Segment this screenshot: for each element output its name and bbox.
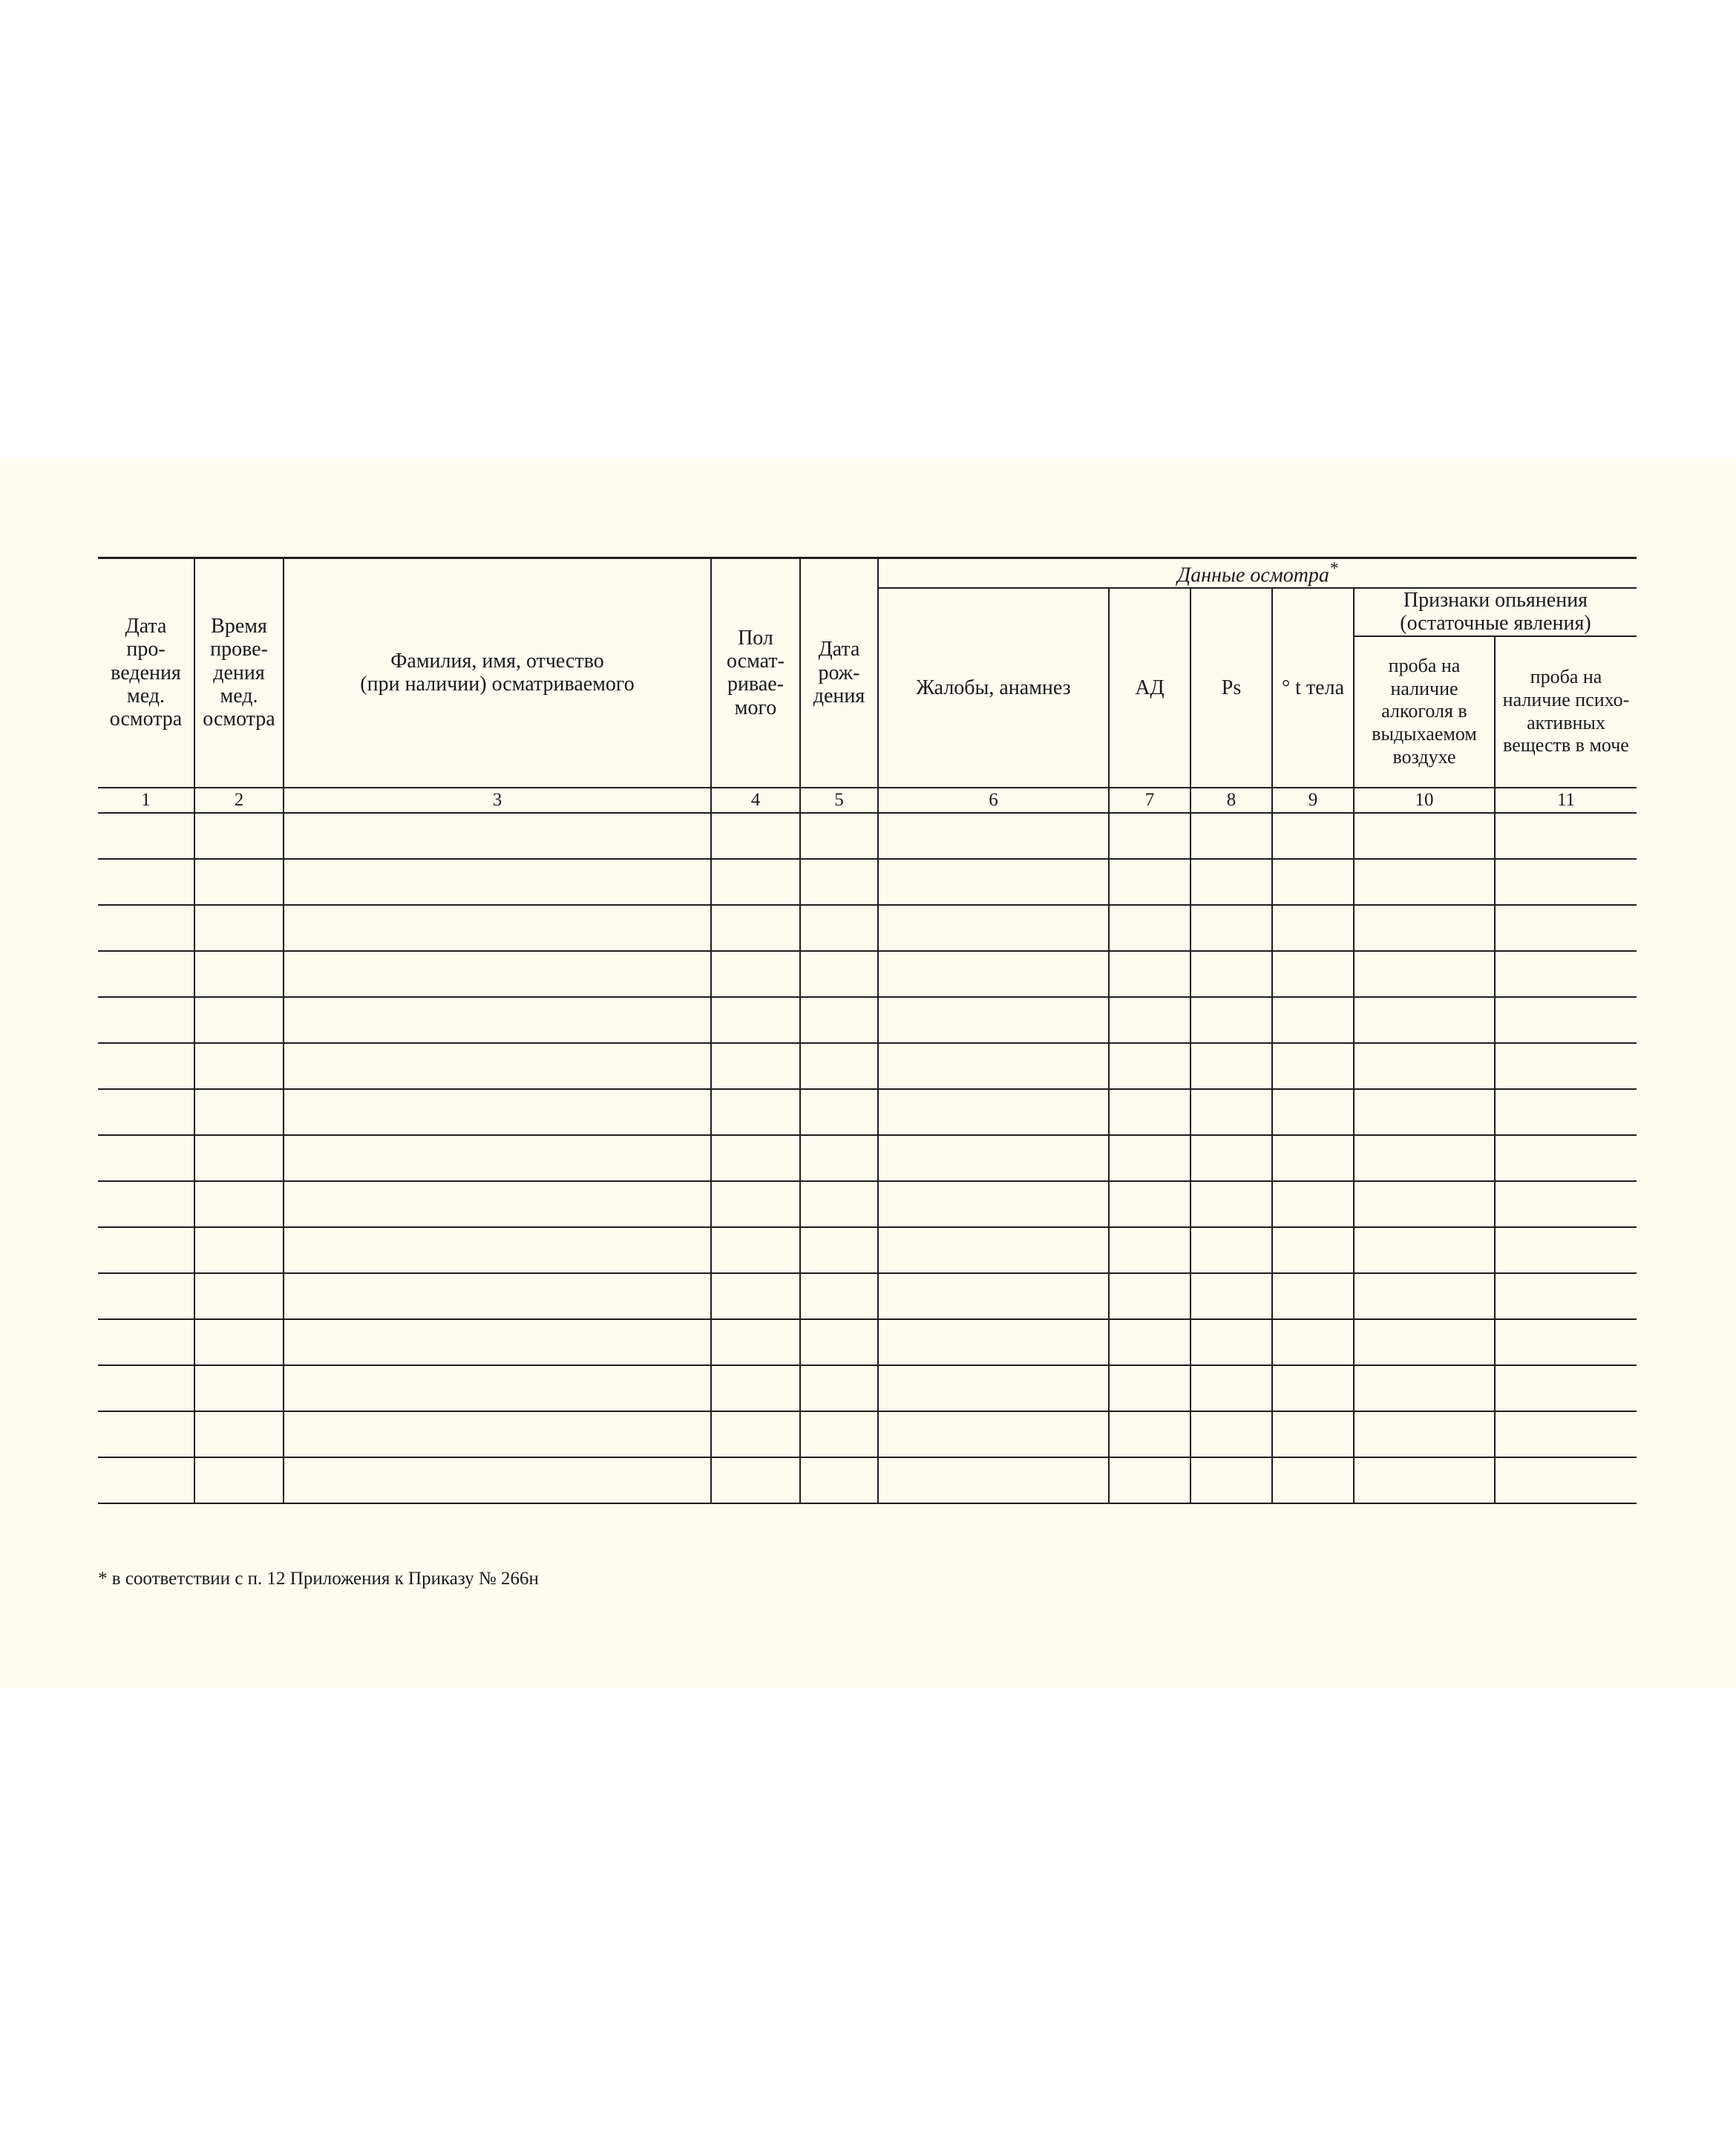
table-cell[interactable] bbox=[800, 951, 878, 997]
table-cell[interactable] bbox=[711, 1227, 800, 1273]
table-cell[interactable] bbox=[1109, 1273, 1190, 1319]
table-cell[interactable] bbox=[284, 1181, 711, 1227]
table-cell[interactable] bbox=[194, 1411, 284, 1457]
column-number: 7 bbox=[1109, 788, 1190, 813]
table-cell[interactable] bbox=[284, 1457, 711, 1503]
header-line: ° t тела bbox=[1281, 676, 1345, 699]
table-cell[interactable] bbox=[1109, 905, 1190, 951]
table-cell[interactable] bbox=[284, 1227, 711, 1273]
table-cell[interactable] bbox=[1272, 813, 1354, 859]
table-cell[interactable] bbox=[1109, 1043, 1190, 1089]
table-cell[interactable] bbox=[878, 859, 1109, 905]
header-urine-drug-test bbox=[1495, 636, 1637, 788]
table-cell[interactable] bbox=[98, 1319, 194, 1365]
table-cell[interactable] bbox=[1190, 1227, 1272, 1273]
table-cell[interactable] bbox=[1190, 1319, 1272, 1365]
table-cell[interactable] bbox=[800, 1457, 878, 1503]
table-cell[interactable] bbox=[1272, 951, 1354, 997]
table-cell[interactable] bbox=[98, 1043, 194, 1089]
table-cell[interactable] bbox=[194, 1135, 284, 1181]
table-cell[interactable] bbox=[98, 905, 194, 951]
table-cell[interactable] bbox=[194, 905, 284, 951]
column-number: 6 bbox=[878, 788, 1109, 813]
table-cell[interactable] bbox=[1495, 1181, 1637, 1227]
table-cell[interactable] bbox=[878, 1411, 1109, 1457]
table-cell[interactable] bbox=[1109, 997, 1190, 1043]
header-line: Время bbox=[211, 614, 267, 638]
table-cell[interactable] bbox=[1495, 1457, 1637, 1503]
table-row bbox=[98, 813, 1637, 859]
table-row bbox=[98, 1135, 1637, 1181]
table-cell[interactable] bbox=[711, 813, 800, 859]
header-birth-date bbox=[800, 558, 878, 788]
header-intoxication-group bbox=[1354, 588, 1637, 636]
table-cell[interactable] bbox=[194, 1273, 284, 1319]
table-cell[interactable] bbox=[1354, 1319, 1495, 1365]
column-number: 3 bbox=[284, 788, 711, 813]
header-line: мед. bbox=[220, 684, 258, 708]
header-line: мед. bbox=[126, 684, 166, 708]
table-cell[interactable] bbox=[1272, 859, 1354, 905]
table-cell[interactable] bbox=[711, 1181, 800, 1227]
header-line: Пол bbox=[738, 626, 773, 650]
table-cell[interactable] bbox=[1272, 1273, 1354, 1319]
table-row bbox=[98, 905, 1637, 951]
table-cell[interactable] bbox=[711, 1043, 800, 1089]
table-row bbox=[98, 1457, 1637, 1503]
table-cell[interactable] bbox=[1354, 1181, 1495, 1227]
table-cell[interactable] bbox=[711, 1457, 800, 1503]
table-cell[interactable] bbox=[1495, 1365, 1637, 1411]
header-exam-data-group bbox=[878, 558, 1637, 589]
table-cell[interactable] bbox=[1109, 1411, 1190, 1457]
table-cell[interactable] bbox=[284, 905, 711, 951]
header-line: осмотра bbox=[203, 707, 275, 731]
table-cell[interactable] bbox=[1190, 1043, 1272, 1089]
table-cell[interactable] bbox=[1190, 1135, 1272, 1181]
table-cell[interactable] bbox=[878, 997, 1109, 1043]
table-cell[interactable] bbox=[1354, 1365, 1495, 1411]
table-row bbox=[98, 1319, 1637, 1365]
table-cell[interactable] bbox=[194, 997, 284, 1043]
table-cell[interactable] bbox=[878, 813, 1109, 859]
table-cell[interactable] bbox=[1354, 905, 1495, 951]
table-cell[interactable] bbox=[800, 1365, 878, 1411]
table-cell[interactable] bbox=[194, 813, 284, 859]
table-cell[interactable] bbox=[1495, 859, 1637, 905]
table-cell[interactable] bbox=[1495, 1227, 1637, 1273]
column-number: 4 bbox=[711, 788, 800, 813]
header-line: (при наличии) осматриваемого bbox=[360, 673, 635, 696]
column-number: 2 bbox=[194, 788, 284, 813]
table-cell[interactable] bbox=[194, 1457, 284, 1503]
header-body-temperature bbox=[1272, 588, 1354, 788]
header-line: мого bbox=[734, 696, 777, 719]
header-line: воздухе bbox=[1392, 745, 1456, 768]
table-cell[interactable] bbox=[711, 997, 800, 1043]
table-cell[interactable] bbox=[800, 1043, 878, 1089]
table-cell[interactable] bbox=[284, 1365, 711, 1411]
intoxication-title: Признаки опьянения bbox=[1403, 589, 1588, 612]
table-cell[interactable] bbox=[194, 951, 284, 997]
table-cell[interactable] bbox=[1272, 905, 1354, 951]
table-row bbox=[98, 951, 1637, 997]
table-cell[interactable] bbox=[284, 1319, 711, 1365]
column-number: 9 bbox=[1272, 788, 1354, 813]
header-exam-time bbox=[194, 558, 284, 788]
header-line: Ps bbox=[1221, 676, 1242, 699]
table-cell[interactable] bbox=[1272, 1319, 1354, 1365]
column-number: 11 bbox=[1495, 788, 1637, 813]
table-cell[interactable] bbox=[284, 1089, 711, 1135]
table-cell[interactable] bbox=[1495, 1273, 1637, 1319]
table-cell[interactable] bbox=[800, 1089, 878, 1135]
table-cell[interactable] bbox=[194, 1365, 284, 1411]
table-cell[interactable] bbox=[1190, 1457, 1272, 1503]
table-cell[interactable] bbox=[1190, 1365, 1272, 1411]
table-cell[interactable] bbox=[1190, 813, 1272, 859]
table-cell[interactable] bbox=[800, 905, 878, 951]
footnote: * в соответствии с п. 12 Приложения к Приказу № 266н bbox=[98, 1569, 539, 1589]
table-cell[interactable] bbox=[1354, 1227, 1495, 1273]
table-cell[interactable] bbox=[284, 813, 711, 859]
table-cell[interactable] bbox=[194, 1319, 284, 1365]
table-cell[interactable] bbox=[98, 813, 194, 859]
table-cell[interactable] bbox=[284, 1135, 711, 1181]
table-cell[interactable] bbox=[878, 1273, 1109, 1319]
header-alcohol-breath-test bbox=[1354, 636, 1495, 788]
table-cell[interactable] bbox=[878, 1043, 1109, 1089]
table-cell[interactable] bbox=[711, 859, 800, 905]
header-line: дения bbox=[813, 684, 865, 708]
table-cell[interactable] bbox=[711, 905, 800, 951]
header-line: прове- bbox=[210, 638, 268, 661]
header-full-name bbox=[284, 558, 711, 788]
table-cell[interactable] bbox=[1190, 1411, 1272, 1457]
table-cell[interactable] bbox=[1495, 951, 1637, 997]
header-line: Дата bbox=[125, 614, 167, 638]
table-cell[interactable] bbox=[800, 1273, 878, 1319]
table-cell[interactable] bbox=[711, 1411, 800, 1457]
table-cell[interactable] bbox=[194, 859, 284, 905]
table-row bbox=[98, 1089, 1637, 1135]
table-row bbox=[98, 1043, 1637, 1089]
table-row bbox=[98, 1411, 1637, 1457]
table-cell[interactable] bbox=[1354, 1273, 1495, 1319]
header-line: проба на bbox=[1388, 655, 1461, 677]
table-cell[interactable] bbox=[1190, 1273, 1272, 1319]
table-row bbox=[98, 1273, 1637, 1319]
table-cell[interactable] bbox=[711, 1365, 800, 1411]
table-cell[interactable] bbox=[1272, 1227, 1354, 1273]
intoxication-subtitle: (остаточные явления) bbox=[1400, 612, 1591, 635]
header-line: Фамилия, имя, отчество bbox=[390, 650, 604, 673]
table-cell[interactable] bbox=[878, 1365, 1109, 1411]
header-line: ривае- bbox=[727, 673, 784, 696]
table-cell[interactable] bbox=[1272, 997, 1354, 1043]
table-row bbox=[98, 1365, 1637, 1411]
table-cell[interactable] bbox=[1495, 1043, 1637, 1089]
table-cell[interactable] bbox=[1354, 1089, 1495, 1135]
table-cell[interactable] bbox=[1495, 1319, 1637, 1365]
header-line: осмат- bbox=[727, 650, 785, 673]
table-cell[interactable] bbox=[1495, 1089, 1637, 1135]
table-cell[interactable] bbox=[98, 1273, 194, 1319]
header-line: веществ в моче bbox=[1503, 734, 1629, 756]
table-cell[interactable] bbox=[1495, 905, 1637, 951]
table-cell[interactable] bbox=[1190, 997, 1272, 1043]
header-line: проба на bbox=[1530, 666, 1602, 688]
column-number: 5 bbox=[800, 788, 878, 813]
header-line: Жалобы, анамнез bbox=[916, 676, 1071, 699]
header-line: АД bbox=[1135, 676, 1165, 699]
table-cell[interactable] bbox=[1109, 1135, 1190, 1181]
table-cell[interactable] bbox=[711, 951, 800, 997]
table-cell[interactable] bbox=[1190, 1089, 1272, 1135]
table-cell[interactable] bbox=[1109, 1227, 1190, 1273]
header-line: дения bbox=[213, 661, 265, 684]
table-cell[interactable] bbox=[1354, 859, 1495, 905]
table-cell[interactable] bbox=[1272, 1089, 1354, 1135]
table-cell[interactable] bbox=[194, 1227, 284, 1273]
table-cell[interactable] bbox=[1354, 1411, 1495, 1457]
header-line: активных bbox=[1527, 711, 1605, 733]
header-pulse bbox=[1190, 588, 1272, 788]
header-complaints bbox=[878, 588, 1109, 788]
exam-data-title: Данные осмотра bbox=[1177, 563, 1329, 587]
table-cell[interactable] bbox=[878, 905, 1109, 951]
table-cell[interactable] bbox=[98, 1089, 194, 1135]
table-row bbox=[98, 1181, 1637, 1227]
table-cell[interactable] bbox=[1109, 1365, 1190, 1411]
table-cell[interactable] bbox=[284, 859, 711, 905]
table-cell[interactable] bbox=[800, 1135, 878, 1181]
table-cell[interactable] bbox=[1109, 1457, 1190, 1503]
table-cell[interactable] bbox=[800, 859, 878, 905]
table-cell[interactable] bbox=[1495, 1411, 1637, 1457]
table-cell[interactable] bbox=[1354, 1457, 1495, 1503]
header-line: наличие психо- bbox=[1502, 689, 1630, 711]
table-cell[interactable] bbox=[284, 1273, 711, 1319]
table-cell[interactable] bbox=[98, 1227, 194, 1273]
table-cell[interactable] bbox=[1354, 951, 1495, 997]
header-line: выдыхаемом bbox=[1372, 723, 1477, 745]
table-cell[interactable] bbox=[711, 1319, 800, 1365]
table-cell[interactable] bbox=[878, 1457, 1109, 1503]
table-cell[interactable] bbox=[878, 1089, 1109, 1135]
table-cell[interactable] bbox=[1109, 1089, 1190, 1135]
table-cell[interactable] bbox=[800, 1227, 878, 1273]
table-cell[interactable] bbox=[1190, 1181, 1272, 1227]
table-cell[interactable] bbox=[1109, 951, 1190, 997]
table-cell[interactable] bbox=[98, 1411, 194, 1457]
table-cell[interactable] bbox=[878, 951, 1109, 997]
table-cell[interactable] bbox=[711, 1089, 800, 1135]
header-blood-pressure bbox=[1109, 588, 1190, 788]
table-cell[interactable] bbox=[1495, 1135, 1637, 1181]
table-cell[interactable] bbox=[1272, 1181, 1354, 1227]
table-cell[interactable] bbox=[1354, 1135, 1495, 1181]
table-cell[interactable] bbox=[800, 1319, 878, 1365]
table-cell[interactable] bbox=[98, 951, 194, 997]
table-cell[interactable] bbox=[800, 997, 878, 1043]
table-cell[interactable] bbox=[284, 1411, 711, 1457]
table-cell[interactable] bbox=[194, 1043, 284, 1089]
column-number: 10 bbox=[1354, 788, 1495, 813]
table-cell[interactable] bbox=[1354, 813, 1495, 859]
header-line: Дата bbox=[818, 638, 860, 661]
header-exam-date bbox=[98, 558, 194, 788]
table-cell[interactable] bbox=[878, 1181, 1109, 1227]
table-cell[interactable] bbox=[1354, 1043, 1495, 1089]
table-cell[interactable] bbox=[98, 997, 194, 1043]
table-cell[interactable] bbox=[1109, 1181, 1190, 1227]
header-line: алкоголя в bbox=[1381, 700, 1467, 722]
table-cell[interactable] bbox=[98, 859, 194, 905]
table-cell[interactable] bbox=[1109, 813, 1190, 859]
table-cell[interactable] bbox=[284, 997, 711, 1043]
table-cell[interactable] bbox=[1272, 1135, 1354, 1181]
exam-journal-table bbox=[98, 557, 1637, 1504]
table-cell[interactable] bbox=[800, 1411, 878, 1457]
column-number-row bbox=[98, 788, 1637, 813]
table-cell[interactable] bbox=[1190, 859, 1272, 905]
header-line: ведения bbox=[111, 661, 181, 684]
table-cell[interactable] bbox=[1495, 997, 1637, 1043]
table-cell[interactable] bbox=[98, 1457, 194, 1503]
table-row bbox=[98, 1227, 1637, 1273]
table-cell[interactable] bbox=[878, 1135, 1109, 1181]
table-cell[interactable] bbox=[98, 1365, 194, 1411]
column-number: 8 bbox=[1190, 788, 1272, 813]
table-cell[interactable] bbox=[1190, 951, 1272, 997]
column-number: 1 bbox=[98, 788, 194, 813]
header-line: осмотра bbox=[109, 707, 183, 731]
table-cell[interactable] bbox=[1272, 1043, 1354, 1089]
table-cell[interactable] bbox=[194, 1181, 284, 1227]
table-cell[interactable] bbox=[1109, 859, 1190, 905]
table-cell[interactable] bbox=[284, 1043, 711, 1089]
header-line: наличие bbox=[1390, 677, 1458, 699]
table-cell[interactable] bbox=[1354, 997, 1495, 1043]
table-cell[interactable] bbox=[1109, 1319, 1190, 1365]
table-cell[interactable] bbox=[1272, 1365, 1354, 1411]
header-sex bbox=[711, 558, 800, 788]
table-cell[interactable] bbox=[98, 1181, 194, 1227]
header-line: про- bbox=[126, 638, 166, 661]
table-cell[interactable] bbox=[878, 1227, 1109, 1273]
table-cell[interactable] bbox=[1272, 1411, 1354, 1457]
table-cell[interactable] bbox=[711, 1135, 800, 1181]
table-cell[interactable] bbox=[1190, 905, 1272, 951]
table-cell[interactable] bbox=[800, 813, 878, 859]
table-row bbox=[98, 997, 1637, 1043]
table-cell[interactable] bbox=[878, 1319, 1109, 1365]
table-cell[interactable] bbox=[1272, 1457, 1354, 1503]
table-cell[interactable] bbox=[800, 1181, 878, 1227]
table-cell[interactable] bbox=[194, 1089, 284, 1135]
table-cell[interactable] bbox=[1495, 813, 1637, 859]
table-cell[interactable] bbox=[711, 1273, 800, 1319]
table-cell[interactable] bbox=[284, 951, 711, 997]
exam-data-footnote-mark: * bbox=[1329, 559, 1338, 579]
table-cell[interactable] bbox=[98, 1135, 194, 1181]
table-row bbox=[98, 859, 1637, 905]
header-line: рож- bbox=[818, 661, 860, 684]
